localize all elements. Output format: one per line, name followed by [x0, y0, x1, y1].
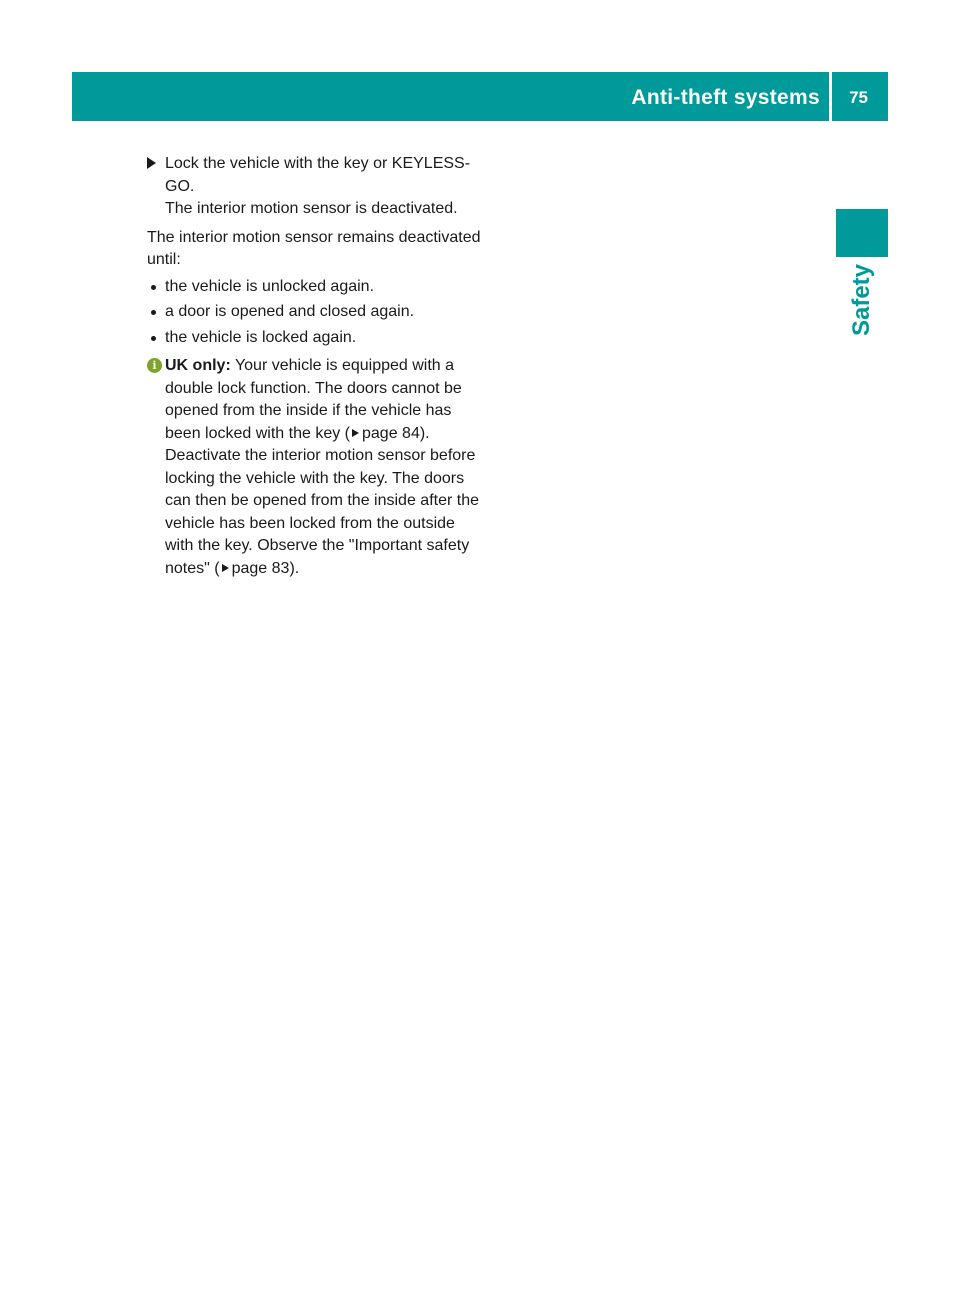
step-result: The interior motion sensor is deactivated.	[165, 200, 458, 217]
instruction-step	[147, 153, 482, 198]
bullet-icon	[151, 285, 156, 290]
info-text-continued: ). Deactivate the interior motion sensor before locking the vehicle with the key. The doors can then be opened from the inside after the vehicle has been locked from the outside with the key. Observe the "Important safety notes" (	[165, 424, 479, 577]
page-reference-link[interactable]: page 84	[362, 424, 420, 442]
section-title: Anti-theft systems	[631, 86, 820, 109]
page-ref-arrow-icon	[352, 429, 359, 437]
info-note	[147, 355, 482, 580]
list-item	[147, 276, 482, 299]
chapter-tab-marker	[836, 209, 888, 257]
step-arrow-icon	[147, 157, 156, 169]
list-item-text: the vehicle is locked again.	[165, 328, 357, 346]
list-item-text: the vehicle is unlocked again.	[165, 277, 375, 295]
list-item	[147, 327, 482, 350]
list-item	[147, 301, 482, 324]
info-icon: i	[147, 358, 162, 373]
chapter-label: Safety	[848, 263, 875, 337]
bullet-icon	[151, 310, 156, 315]
page-content	[147, 153, 482, 580]
info-text: Your vehicle is equipped with a double lock function. The doors cannot be opened from the inside if the vehicle has been locked with the key (	[165, 357, 462, 442]
page-ref-arrow-icon	[222, 564, 229, 572]
condition-list	[147, 276, 482, 350]
step-text: Lock the vehicle with the key or KEYLESS-GO.	[165, 155, 471, 195]
bullet-icon	[151, 336, 156, 341]
header-divider	[829, 72, 832, 121]
page-reference-link[interactable]: page 83	[231, 559, 290, 577]
page-number: 75	[849, 88, 868, 107]
header-bar	[72, 72, 888, 121]
info-label: UK only:	[165, 357, 231, 374]
list-item-text: a door is opened and closed again.	[165, 303, 415, 320]
info-text-end: ).	[289, 559, 300, 577]
intro-paragraph: The interior motion sensor remains deactivated until:	[147, 228, 481, 268]
